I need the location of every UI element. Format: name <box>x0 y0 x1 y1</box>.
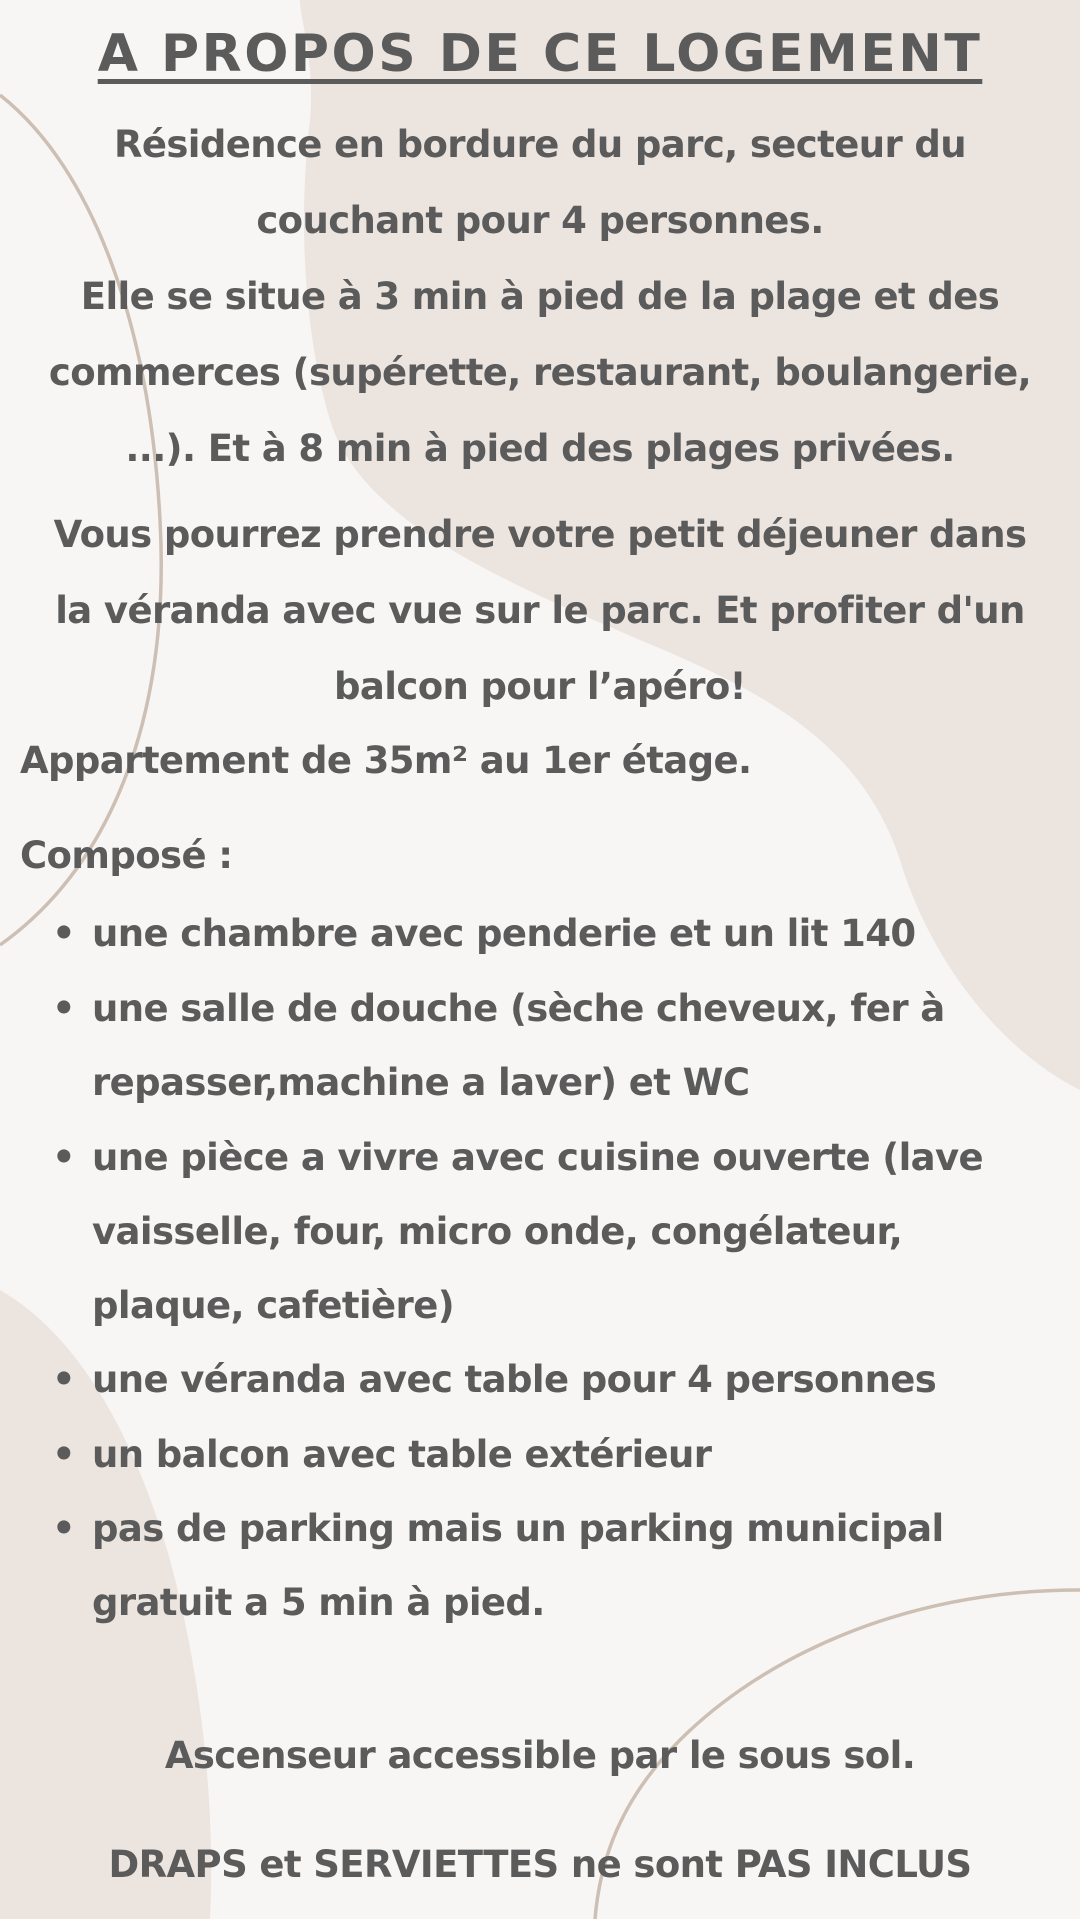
intro-line-4: commerces (supérette, restaurant, boulangerie, <box>48 351 1032 394</box>
intro-line-1: Résidence en bordure du parc, secteur du <box>113 123 967 166</box>
composed-heading: Composé : <box>20 834 233 877</box>
list-item-line: pas de parking mais un parking municipal <box>92 1507 944 1550</box>
bullet-icon: • <box>52 1507 76 1550</box>
list-item-line: un balcon avec table extérieur <box>92 1433 712 1476</box>
list-item-line: gratuit a 5 min à pied. <box>92 1581 545 1624</box>
list-item-line: repasser,machine a laver) et WC <box>92 1061 750 1104</box>
bullet-icon: • <box>52 1358 76 1401</box>
bullet-icon: • <box>52 1136 76 1179</box>
elevator-note: Ascenseur accessible par le sous sol. <box>164 1734 916 1777</box>
bullet-icon: • <box>52 987 76 1030</box>
apartment-info: Appartement de 35m² au 1er étage. <box>20 739 752 782</box>
list-item-line: une pièce a vivre avec cuisine ouverte (lave <box>92 1136 984 1179</box>
intro-line-5: ...). Et à 8 min à pied des plages privées. <box>125 427 955 470</box>
list-item-line: une véranda avec table pour 4 personnes <box>92 1358 937 1401</box>
breakfast-line-3: balcon pour l’apéro! <box>334 665 746 708</box>
intro-line-3: Elle se situe à 3 min à pied de la plage et des <box>80 275 1000 318</box>
list-item-line: plaque, cafetière) <box>92 1284 455 1327</box>
linens-note: DRAPS et SERVIETTES ne sont PAS INCLUS <box>108 1843 972 1886</box>
bullet-icon: • <box>52 912 76 955</box>
list-item-line: une salle de douche (sèche cheveux, fer à <box>92 987 945 1030</box>
list-item-line: vaisselle, four, micro onde, congélateur, <box>92 1210 903 1253</box>
page-title: A PROPOS DE CE LOGEMENT <box>97 24 983 84</box>
intro-line-2: couchant pour 4 personnes. <box>256 199 824 242</box>
breakfast-line-2: la véranda avec vue sur le parc. Et profiter d'un <box>55 589 1025 632</box>
list-item-line: une chambre avec penderie et un lit 140 <box>92 912 916 955</box>
breakfast-line-1: Vous pourrez prendre votre petit déjeuner dans <box>53 513 1027 556</box>
bullet-icon: • <box>52 1433 76 1476</box>
